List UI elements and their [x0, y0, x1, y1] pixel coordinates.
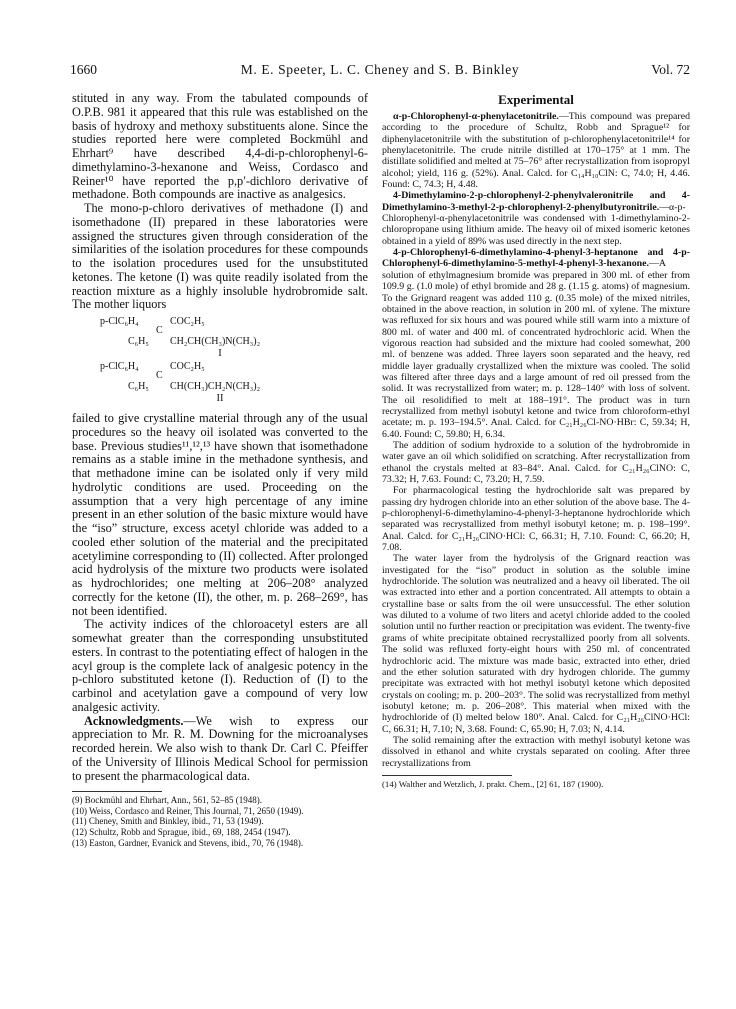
compound-procedure: —This compound was prepared according to the procedure of Schultz, Robb and Sprague¹² for diphenylacetonitrile with the substitution of p-chlorophenylacetonitrile¹⁴ for phenylacetonitrile. The crude nitrile distilled at 170–175° at 1 mm. The distillate solidified and melted at 75–76° after recrystallization from isopropyl alcohol; yield, 116 g. (52%). Anal. Calcd. for C₁₄H₁₀ClN: C, 74.0; H, 4.46. Found: C, 74.3; H, 4.48.	[382, 111, 690, 191]
structure-i-aryl: p-ClC₆H₄	[100, 316, 139, 327]
footnote-list	[72, 795, 368, 848]
paragraph-activity: The activity indices of the chloroacetyl esters are all somewhat greater than the corresponding unsubstituted esters. In contrast to the potentiating effect of halogen in the acyl group is the complete lack of analgesic potency in the p-chloro substituted ketone (I). Reduction of (I) to the carbinol and acetylation gave a compound of very low analgesic activity.	[72, 617, 368, 714]
compound-name: 4-p-Chlorophenyl-6-dimethylamino-4-phenyl-3-heptanone and 4-p-Chlorophenyl-6-dimethylamino-5-methyl-4-phenyl-3-hexanone.	[382, 247, 690, 270]
acknowledgments	[72, 715, 368, 784]
paragraph-water-layer: The water layer from the hydrolysis of the Grignard reaction was investigated for the “iso” product in solution as the soluble imine hydrochloride. The solution was neutralized and a heavy oil liberated. The oil was extracted into ether and a portion concentrated. All attempts to obtain a crystalline base or salts from the oil were unsuccessful. The ether solution was diluted to a volume of two liters and acetyl chloride added to the cooled solution until no further reaction or precipitation was evident. The twenty-five grams of white precipitate obtained recrystallized poorly from all solvents. The solid was refluxed forty-eight hours with 250 ml. of concentrated hydrochloric acid. The mixture was made basic, extracted into ether, dried and the ether solution saturated with dry hydrogen chloride. The gummy precipitate was extracted with hot methyl isobutyl ketone which deposited crystals on cooling; m. p. 200–203°. The solid was recrystallized from methyl isobutyl ketone; m. p. 206–208°. This material when mixed with the hydrochloride of (I) melted below 180°. Anal. Calcd. for C₂₁H₂₆ClNO·HCl: C, 66.31; H, 7.10; N, 3.68. Found: C, 65.90; H, 7.03; N, 4.14.	[382, 553, 690, 735]
compound-name: 4-Dimethylamino-2-p-chlorophenyl-2-phenylvaleronitrile and 4-Dimethylamino-3-methyl-2-p-chlorophenyl-2-phenylbutyronitrile.	[382, 190, 690, 213]
structure-i-phenyl: C₆H₅	[128, 336, 149, 347]
structure-ii-carbon: C	[156, 370, 163, 381]
compound-procedure: —α-p-Chlorophenyl-α-phenylacetonitrile was condensed with 1-dimethylamino-2-chloropropane using lithium amide. The heavy oil of mixed isomeric ketones obtained in a yield of 89% was used directly in the next step.	[382, 201, 690, 247]
compound-name: α-p-Chlorophenyl-α-phenylacetonitrile.	[393, 111, 559, 122]
paragraph-continuation: stituted in any way. From the tabulated compounds of O.P.B. 981 it appeared that this rule was established on the basis of hydroxy and methoxy substituents alone. Since the studies reported here were completed Bockmühl and Ehrhart⁹ have described 4,4-di-p-chlorophenyl-6-dimethylamino-3-hexanone and Weiss, Cordasco and Reiner¹⁰ have reported the p,p′-dichloro derivative of methadone. Both compounds are inactive as analgesics.	[72, 91, 368, 202]
section-title: Experimental	[498, 92, 574, 107]
structure-ii-label: II	[216, 393, 224, 404]
footnote-rule	[72, 791, 162, 792]
paragraph-sodium-hydroxide: The addition of sodium hydroxide to a solution of the hydrobromide in water gave an oil which solidified on scratching. After recrystallization from ethanol the crystals melted at 83–84°. Anal. Calcd. for C₂₁H₂₆ClNO: C, 73.32; H, 7.63. Found: C, 73.20; H, 7.59.	[382, 439, 690, 485]
running-title: M. E. Speeter, L. C. Cheney and S. B. Binkley	[240, 62, 520, 77]
volume-label: Vol. 72	[651, 62, 690, 77]
footnote: (11) Cheney, Smith and Binkley, ibid., 71, 53 (1949).	[72, 816, 264, 827]
right-column	[382, 92, 690, 789]
paragraph-derivatives: The mono-p-chloro derivatives of methadone (I) and isomethadone (II) prepared in these laboratories were assigned the structures given through consideration of the similarities of the isolation procedures for these compounds to the isolation procedures used for the unsubstituted ketones. The ketone (I) was quite readily isolated from the reaction mixture as a highly insoluble hydrobromide salt. The mother liquors	[72, 201, 368, 312]
footnote: (13) Easton, Gardner, Evanick and Stevens, ibid., 70, 76 (1948).	[72, 837, 304, 848]
structure-ii-aryl: p-ClC₆H₄	[100, 361, 139, 372]
left-column	[72, 92, 368, 848]
paragraph-isomethadone: failed to give crystalline material through any of the usual procedures so the heavy oil isolated was converted to the base. Previous studies¹¹,¹²,¹³ have shown that isomethadone remains as a stable imine in the methadone synthesis, and that methadone imine can be isolated only if very mild hydrolytic conditions are used. Proceeding on the assumption that a very high percentage of any imine present in an ether solution of the basic mixture would have the “iso” structure, excess acetyl chloride was added to a cooled ether solution of the material and the precipitated acetylimine corresponding to (II) collected. After prolonged acid hydrolysis of the mixture two products were isolated as hydrochlorides; one melting at 206–208° analyzed correctly for the ketone (II), the other, m. p. 268–269°, has not been identified.	[72, 411, 368, 618]
acknowledgments-body: —We wish to express our appreciation to Mr. R. M. Downing for the microanalyses recorded herein. We also wish to thank Dr. Carl C. Pfeiffer of the University of Illinois Medical School for permission to present the pharmacological data.	[72, 713, 368, 783]
structural-formulas	[72, 316, 368, 406]
structure-i-amine-chain: CH₂CH(CH₃)N(CH₃)₂	[170, 336, 261, 347]
structure-i-bottom	[72, 336, 368, 348]
structure-i-acyl: COC₂H₅	[170, 316, 205, 327]
paragraph-remaining-solid: The solid remaining after the extraction with methyl isobutyl ketone was dissolved in ethanol and white crystals separated on cooling. After three recrystallizations from	[382, 734, 690, 769]
footnote: (9) Bockmühl and Ehrhart, Ann., 561, 52–85 (1948).	[72, 795, 262, 806]
acknowledgments-heading: Acknowledgments.	[84, 713, 184, 728]
structure-ii-center-row	[72, 370, 368, 381]
footnote: (10) Weiss, Cordasco and Reiner, This Journal, 71, 2650 (1949).	[72, 805, 304, 816]
compound-paragraph	[382, 190, 690, 247]
paragraph-pharmacological: For pharmacological testing the hydrochloride salt was prepared by passing dry hydrogen chloride into an ether solution of the above base. The 4-p-chlorophenyl-6-dimethylamino-4-phenyl-3-heptanone hydrochloride which separated was recrystallized from methyl isobutyl ketone; m. p. 198–199°. Anal. Calcd. for C₂₁H₂₆ClNO·HCl: C, 66.31; H, 7.10. Found: C, 66.20; H, 7.08.	[382, 485, 690, 554]
structure-ii-acyl: COC₂H₅	[170, 361, 205, 372]
footnote: (14) Walther and Wetzlich, J. prakt. Chem., [2] 61, 187 (1900).	[382, 778, 604, 789]
structure-ii-top	[72, 361, 368, 373]
structure-i-center-row	[72, 325, 368, 336]
footnote: (12) Schultz, Robb and Sprague, ibid., 69, 188, 2454 (1947).	[72, 827, 291, 838]
footnote-rule	[382, 775, 512, 776]
structure-i-label: I	[218, 348, 222, 359]
structure-i-top	[72, 316, 368, 328]
structure-i-carbon: C	[156, 325, 163, 336]
compound-paragraph	[382, 247, 690, 440]
compound-paragraph	[382, 111, 690, 190]
running-header	[70, 62, 690, 80]
page-number: 1660	[70, 62, 97, 77]
compound-procedure: —A solution of ethylmagnesium bromide was prepared in 300 ml. of ether from 109.9 g. (1.0 mole) of ethyl bromide and 28 g. (1.15 g. atoms) of magnesium. To the Grignard reagent was added 110 g. (0.35 mole) of the mixed nitriles, obtained in the above reaction, in solution in 200 ml. of xylene. The mixture was refluxed for six hours and was poured while still warm into a mixture of 800 ml. of water and 400 ml. of concentrated hydrochloric acid. When the vigorous reaction had subsided and the mixture had cooled somewhat, 200 ml. of benzene was added. Three layers soon separated and the heavy, red middle layer gradually crystallized when the mixture was cooled. The solid was filtered after three days and a large amount of red oil pressed from the solid. It was recrystallized from water; m. p. 128–140° with loss of solvent. The oil resolidified to melt at 188–191°. The product was in turn recrystallized from methyl isobutyl ketone and twice from chloroform-ethyl acetate; m. p. 193–194.5°. Anal. Calcd. for C₂₁H₂₆Cl-NO·HBr: C, 59.34; H, 6.40. Found: C, 59.80; H, 6.34.	[382, 258, 690, 440]
structure-ii-bottom	[72, 381, 368, 393]
structure-ii-phenyl: C₆H₅	[128, 381, 149, 392]
structure-ii-amine-chain: CH(CH₃)CH₂N(CH₃)₂	[170, 381, 261, 392]
